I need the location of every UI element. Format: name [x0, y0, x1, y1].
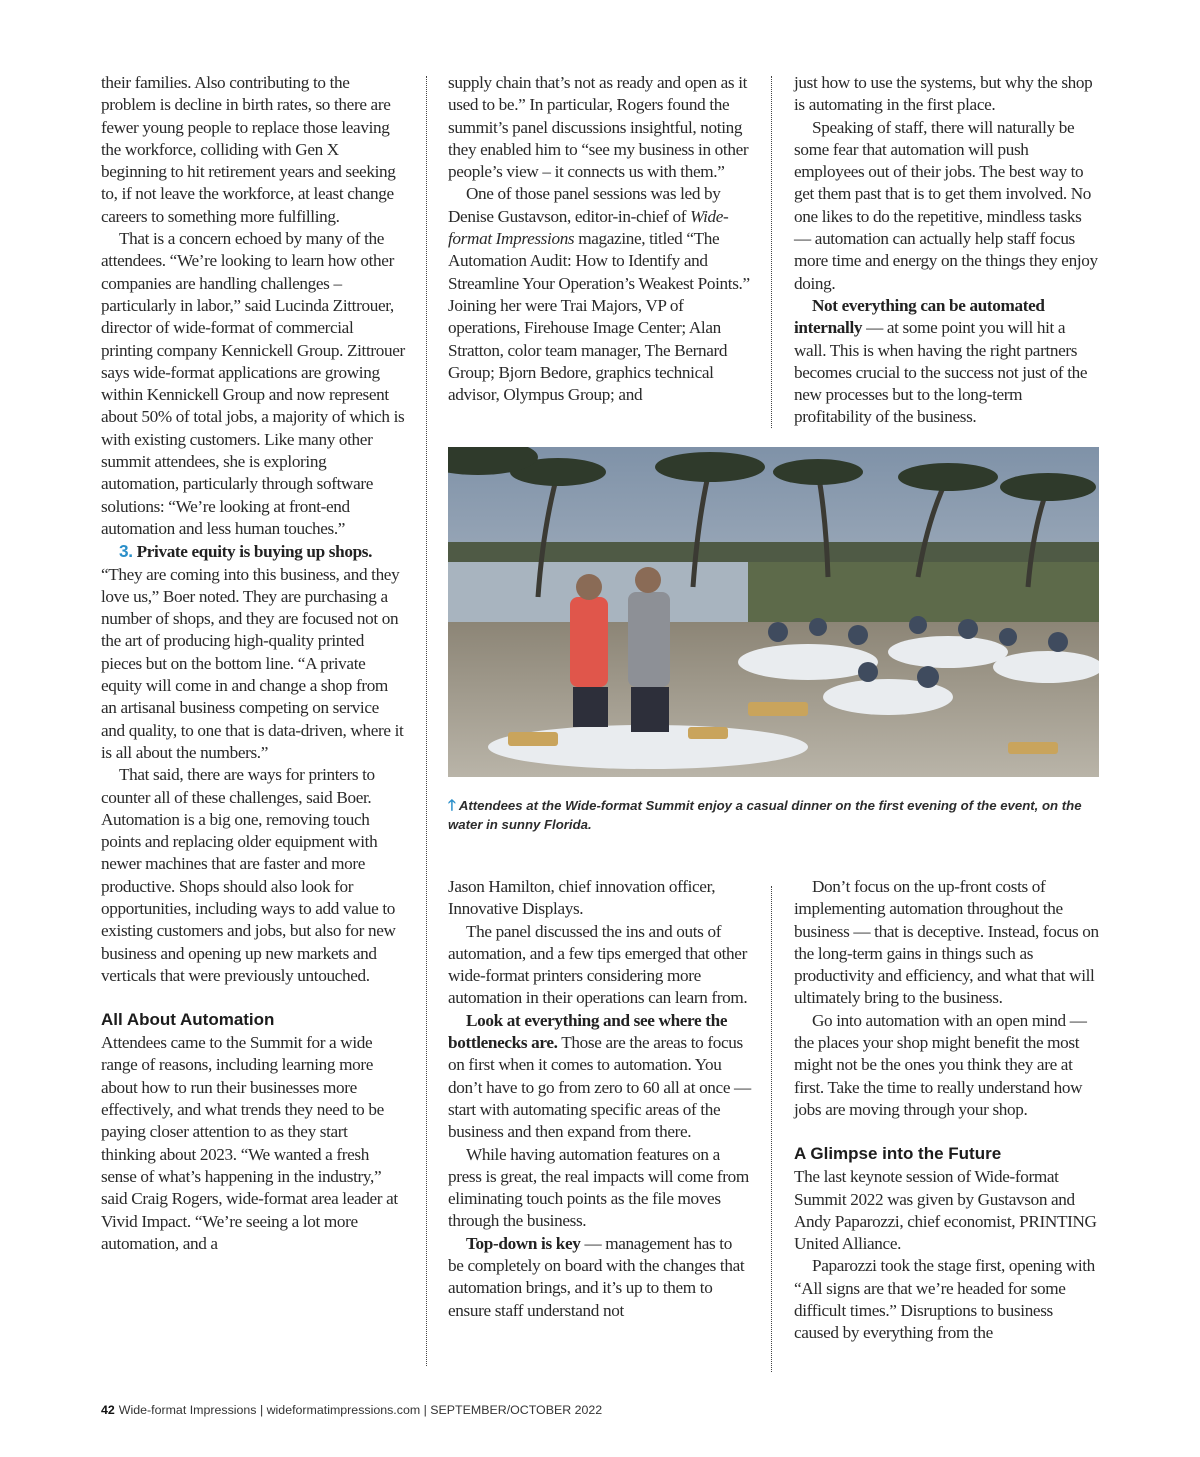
paragraph-text: — management has to be completely on board with the changes that automation brings, and it’s up to them to ensure staff understand not [448, 1233, 745, 1320]
column-2-top [448, 72, 751, 406]
paragraph-text: magazine, titled “The Automation Audit: How to Identify and Streamline Your Operation’s Weakest Points.” Joining her were Trai Majors, VP of operations, Firehouse Image Center; Alan Stratton, color team manager, The Bernard Group; Bjorn Bedore, graphics technical advisor, Olympus Group; and [448, 229, 750, 405]
caption-text: Attendees at the Wide-format Summit enjoy a casual dinner on the first evening of the event, on the water in sunny Florida. [448, 798, 1082, 832]
bold-lead-in: Top-down is key [466, 1233, 581, 1253]
paragraph-top-down [448, 1233, 751, 1322]
paragraph: Jason Hamilton, chief innovation officer, Innovative Displays. [448, 877, 716, 919]
paragraph: Attendees came to the Summit for a wide range of reasons, including learning more about how to run their businesses more effectively, and what trends they need to be paying closer attention to as they start thinking about 2023. “We wanted a fresh sense of what’s happening in the industry,” said Craig Rogers, wide-format area leader at Vivid Impact. “We’re seeing a lot more automation, and a [101, 1033, 398, 1253]
column-3-bottom [794, 876, 1100, 1345]
paragraph: Don’t focus on the up-front costs of implementing automation throughout the business — that is deceptive. Instead, focus on the long-term gains in things such as productivity and efficiency, and what that will ultimately bring to the business. [794, 877, 1099, 1008]
page-footer [101, 1403, 602, 1417]
column-3-top [794, 72, 1100, 429]
column-1 [101, 72, 406, 1255]
bold-lead-in: Private equity is buying up shops. [136, 542, 373, 562]
paragraph: The last keynote session of Wide-format Summit 2022 was given by Gustavson and Andy Paparozzi, chief economist, PRINTING United Alliance. [794, 1167, 1097, 1254]
event-photo [448, 447, 1099, 777]
paragraph-text: One of those panel sessions was led by Denise Gustavson, editor-in-chief of [448, 184, 721, 226]
paragraph: Speaking of staff, there will naturally be some fear that automation will push employees out of their jobs. The best way to get them past that is to get them involved. No one likes to do the repetitive, mindless tasks — automation can actually help staff focus more time and energy on the things they enjoy doing. [794, 117, 1098, 293]
paragraph: their families. Also contributing to the problem is decline in birth rates, so there are fewer young people to replace those leaving the workforce, colliding with Gen X beginning to hit retirement years and seeking to, if not leave the workforce, at least change careers to something more fulfilling. [101, 73, 396, 226]
paragraph-text: “They are coming into this business, and they love us,” Boer noted. They are purchasing a number of shops, and they are focused not on the art of producing high-quality printed pieces but on the bottom line. “A private equity will come in and change a shop from an artisanal business competing on service and quality, to one that is data-driven, where it is all about the numbers.” [101, 564, 404, 762]
paragraph-internally [794, 295, 1100, 429]
bold-lead-in: Not everything can be automated internally [794, 295, 1045, 338]
arrow-up-icon: 🡑 [448, 797, 456, 814]
column-divider [426, 76, 427, 1366]
paragraph-panel [448, 183, 751, 406]
page-number: 42 [101, 1403, 115, 1417]
paragraph: That said, there are ways for printers to counter all of these challenges, said Boer. Automation is a big one, removing touch points and replacing older equipment with newer machines that are faster and more productive. Shops should also look for opportunities, including ways to add value to existing customers and jobs, but also for new business and opening up new markets and verticals that were previously untouched. [101, 765, 396, 985]
section-heading: All About Automation [101, 1010, 275, 1030]
paragraph-text: — at some point you will hit a wall. This is when having the right partners becomes crucial to the success not just of the new processes but to the long-term profitability of the business. [794, 318, 1088, 427]
paragraph: Go into automation with an open mind — the places your shop might benefit the most might not be the ones you think they are at first. Take the time to really understand how jobs are moving through your shop. [794, 1010, 1087, 1119]
photo-caption [448, 796, 1098, 834]
magazine-title: Wide-format Impressions [448, 206, 729, 249]
paragraph: just how to use the systems, but why the shop is automating in the first place. [794, 73, 1093, 115]
paragraph-text: Those are the areas to focus on first when it comes to automation. You don’t have to go from zero to 60 all at once — start with automating specific areas of the business and then expand from there. [448, 1033, 751, 1142]
bold-lead-in: Look at everything and see where the bottlenecks are. [448, 1010, 728, 1053]
column-divider [771, 76, 772, 428]
paragraph: While having automation features on a press is great, the real impacts will come from eliminating touch points as the file moves through the business. [448, 1144, 749, 1231]
column-divider [771, 886, 772, 1372]
list-number: 3. [119, 541, 133, 562]
paragraph: Paparozzi took the stage first, opening with “All signs are that we’re headed for some difficult times.” Disruptions to business caused by everything from the [794, 1256, 1095, 1343]
dinner-photo-illustration [448, 447, 1099, 777]
paragraph: That is a concern echoed by many of the attendees. “We’re looking to learn how other companies are handling challenges – particularly in labor,” said Lucinda Zittrouer, director of wide-format of commercial printing company Kennickell Group. Zittrouer says wide-format applications are growing within Kennickell Group and now represent about 50% of total jobs, a majority of which is with existing customers. Like many other summit attendees, she is exploring automation, particularly through software solutions: “We’re looking at front-end automation and less human touches.” [101, 229, 405, 538]
paragraph-private-equity [101, 540, 406, 764]
footer-text: Wide-format Impressions | wideformatimpressions.com | SEPTEMBER/OCTOBER 2022 [118, 1403, 603, 1417]
column-2-bottom [448, 876, 751, 1322]
paragraph: supply chain that’s not as ready and open as it used to be.” In particular, Rogers found the summit’s panel discussions insightful, noting they enabled him to “see my business in other people’s view – it connects us with them.” [448, 73, 749, 182]
paragraph: The panel discussed the ins and outs of automation, and a few tips emerged that other wide-format printers considering more automation in their operations can learn from. [448, 921, 748, 1008]
section-heading: A Glimpse into the Future [794, 1144, 1002, 1164]
paragraph-bottlenecks [448, 1010, 751, 1144]
